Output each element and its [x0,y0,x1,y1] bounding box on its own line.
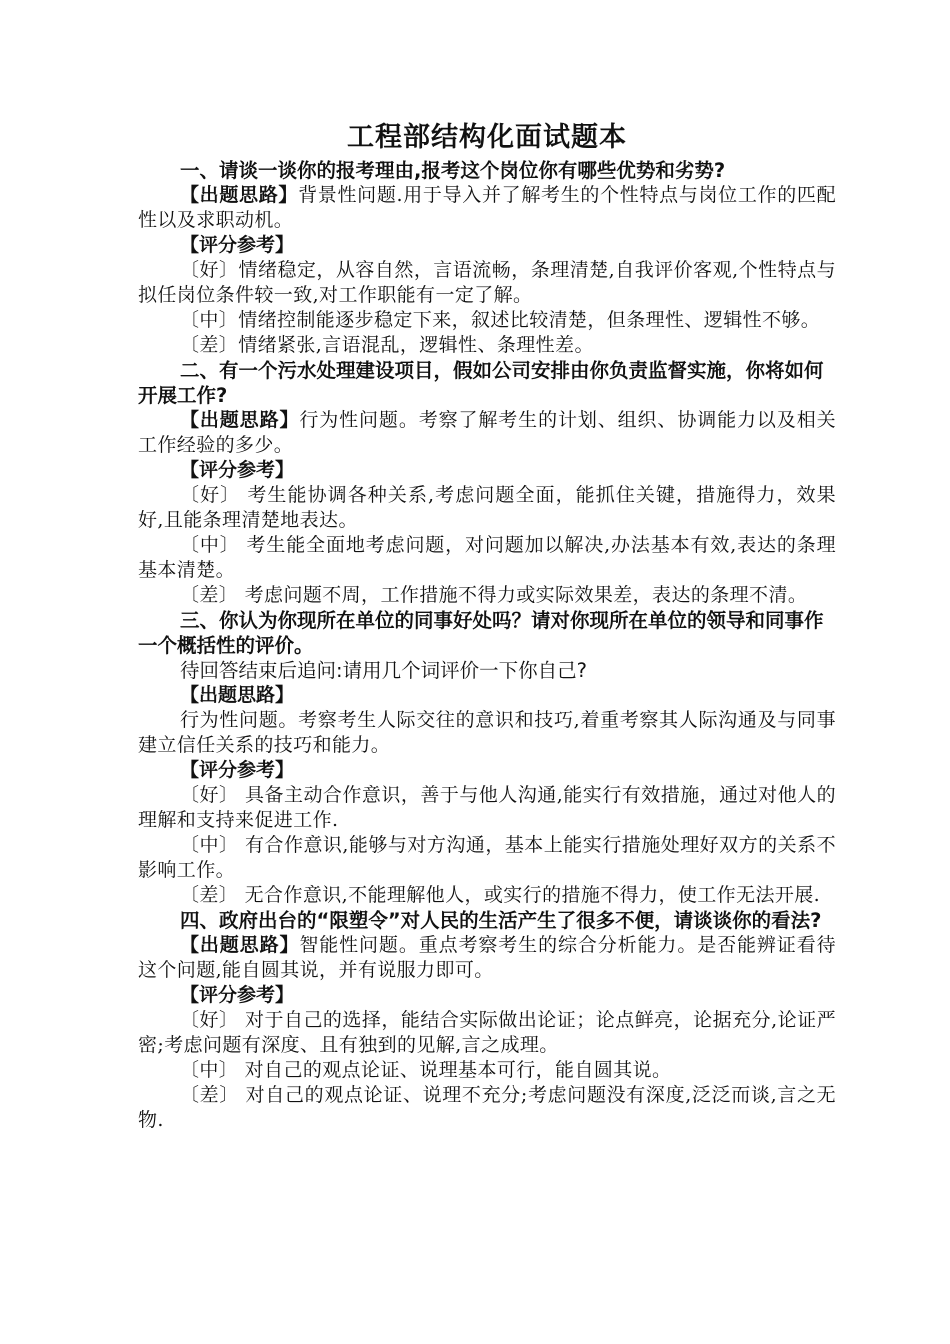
question-section-4 [138,908,836,1133]
idea-text-4: 智能性问题。重点考察考生的综合分析能力。是否能辨证看待这个问题,能自圆其说，并有说服力即可。 [138,934,836,981]
score-good-4: 〔好〕 对于自己的选择，能结合实际做出论证；论点鲜亮，论据充分,论证严密;考虑问题有深度、且有独到的见解,言之成理。 [138,1009,836,1056]
score-bad-3: 〔差〕 无合作意识,不能理解他人，或实行的措施不得力，使工作无法开展. [180,884,821,906]
score-label-1: 【评分参考】 [180,234,295,256]
score-bad-1: 〔差〕情绪紧张,言语混乱，逻辑性、条理性差。 [180,334,594,356]
question-3: 三、你认为你现所在单位的同事好处吗？请对你现所在单位的领导和同事作一个概括性的评价。 [138,609,824,657]
idea-text-2: 行为性问题。考察了解考生的计划、组织、协调能力以及相关工作经验的多少。 [138,409,836,456]
idea-text-1: 背景性问题.用于导入并了解考生的个性特点与岗位工作的匹配性以及求职动机。 [138,184,836,231]
idea-label-1: 【出题思路】 [180,184,299,206]
idea-paragraph-2 [138,408,836,458]
question-section-1 [138,158,836,358]
score-label-2: 【评分参考】 [180,459,295,481]
score-good-3: 〔好〕 具备主动合作意识，善于与他人沟通,能实行有效措施，通过对他人的理解和支持来促进工作. [138,784,836,831]
document-title: 工程部结构化面试题本 [347,122,627,153]
score-mid-2: 〔中〕 考生能全面地考虑问题，对问题加以解决,办法基本有效,表达的条理基本清楚。 [138,534,836,581]
question-1: 一、请谈一谈你的报考理由,报考这个岗位你有哪些优势和劣势? [180,159,726,182]
idea-paragraph-4 [138,933,836,983]
followup-question-3: 待回答结束后追问:请用几个词评价一下你自己? [180,659,587,682]
idea-paragraph-1 [138,183,836,233]
score-mid-3: 〔中〕 有合作意识,能够与对方沟通，基本上能实行措施处理好双方的关系不影响工作。 [138,834,836,881]
score-mid-4: 〔中〕 对自己的观点论证、说理基本可行，能自圆其说。 [180,1059,672,1081]
idea-label-2: 【出题思路】 [180,409,300,431]
document-page [138,118,836,1133]
score-good-1: 〔好〕情绪稳定，从容自然，言语流畅，条理清楚,自我评价客观,个性特点与拟任岗位条件较一致,对工作职能有一定了解。 [138,259,836,306]
question-section-2 [138,358,836,608]
question-2: 二、有一个污水处理建设项目，假如公司安排由你负责监督实施，你将如何开展工作? [138,359,824,407]
score-bad-4: 〔差〕 对自己的观点论证、说理不充分;考虑问题没有深度,泛泛而谈,言之无物. [138,1084,836,1131]
score-bad-2: 〔差〕 考虑问题不周，工作措施不得力或实际效果差，表达的条理不清。 [180,584,808,606]
idea-label-3: 【出题思路】 [180,684,295,706]
question-section-3 [138,608,836,908]
question-4: 四、政府出台的“限塑令”对人民的生活产生了很多不便，请谈谈你的看法? [180,909,822,932]
score-label-4: 【评分参考】 [180,984,295,1006]
score-good-2: 〔好〕 考生能协调各种关系,考虑问题全面，能抓住关键，措施得力，效果好,且能条理清楚地表达。 [138,484,836,531]
idea-text-3: 行为性问题。考察考生人际交往的意识和技巧,着重考察其人际沟通及与同事建立信任关系的技巧和能力。 [138,709,836,756]
score-mid-1: 〔中〕情绪控制能逐步稳定下来，叙述比较清楚，但条理性、逻辑性不够。 [180,309,821,331]
idea-label-4: 【出题思路】 [180,934,300,956]
score-label-3: 【评分参考】 [180,759,295,781]
